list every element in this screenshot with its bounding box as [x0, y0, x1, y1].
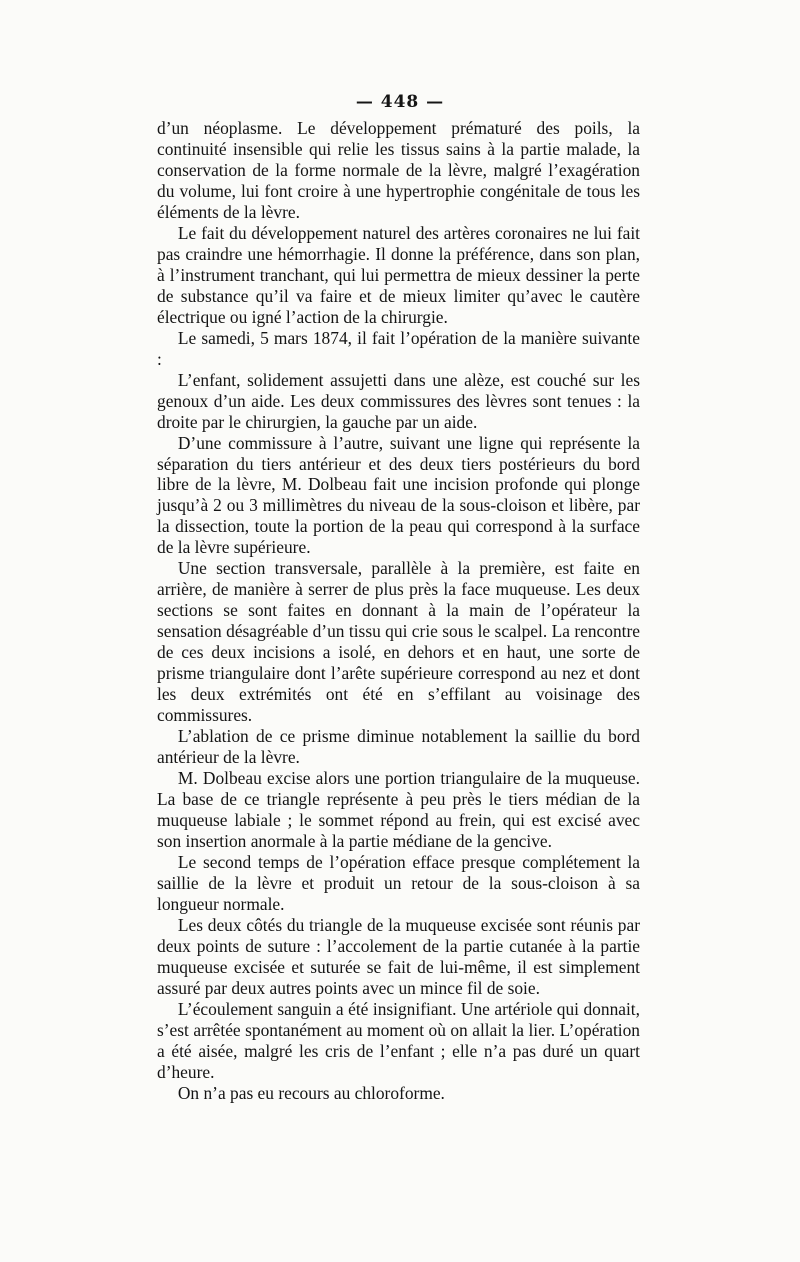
paragraph-11: L’écoulement sanguin a été insignifiant. Une artériole qui donnait, s’est arrêtée spontanément au moment où on allait la lier. L’opération a été aisée, malgré les cris de l’enfant ; elle n’a pas duré un quart d’heure.: [157, 998, 640, 1082]
paragraph-9: Le second temps de l’opération efface presque complétement la saillie de la lèvre et produit un retour de la sous-cloison à sa longueur normale.: [157, 851, 640, 914]
paragraph-7: L’ablation de ce prisme diminue notablement la saillie du bord antérieur de la lèvre.: [157, 726, 640, 768]
paragraph-5: D’une commissure à l’autre, suivant une ligne qui représente la séparation du tiers antérieur et des deux tiers postérieurs du bord libre de la lèvre, M. Dolbeau fait une incision profonde qui plonge jusqu’à 2 ou 3 millimètres du niveau de la sous-cloison et libère, par la dissection, toute la portion de la peau qui correspond à la surface de la lèvre supérieure.: [157, 432, 640, 558]
paragraph-1: d’un néoplasme. Le développement prématuré des poils, la continuité insensible qui relie les tissus sains à la partie malade, la conservation de la forme normale de la lèvre, malgré l’exagération du volume, lui font croire à une hypertrophie congénitale de tous les éléments de la lèvre.: [157, 118, 640, 222]
paragraph-3: Le samedi, 5 mars 1874, il fait l’opération de la manière suivante :: [157, 327, 640, 369]
paragraph-10: Les deux côtés du triangle de la muqueuse excisée sont réunis par deux points de suture : l’accolement de la partie cutanée à la partie muqueuse excisée et suturée se fait de lui-même, il est simplement assuré par deux autres points avec un mince fil de soie.: [157, 914, 640, 998]
paragraph-6: Une section transversale, parallèle à la première, est faite en arrière, de manière à serrer de plus près la face muqueuse. Les deux sections se sont faites en donnant à la main de l’opérateur la sensation désagréable d’un tissu qui crie sous le scalpel. La rencontre de ces deux incisions a isolé, en dehors et en haut, une sorte de prisme triangulaire dont l’arête supérieure correspond au nez et dont les deux extrémités ont été en s’effilant au voisinage des commissures.: [157, 558, 640, 726]
paragraph-8: M. Dolbeau excise alors une portion triangulaire de la muqueuse. La base de ce triangle représente à peu près le tiers médian de la muqueuse labiale ; le sommet répond au frein, qui est excisé avec son insertion anormale à la partie médiane de la gencive.: [157, 768, 640, 851]
page-number: — 448 —: [355, 92, 445, 112]
body-text: [157, 118, 640, 1104]
paragraph-12: On n’a pas eu recours au chloroforme.: [177, 1082, 445, 1103]
paragraph-2: Le fait du développement naturel des artères coronaires ne lui fait pas craindre une hémorrhagie. Il donne la préférence, dans son plan, à l’instrument tranchant, qui lui permettra de mieux dessiner la perte de substance qu’il va faire et de mieux limiter qu’avec le cautère électrique ou igné l’action de la chirurgie.: [157, 222, 640, 327]
paragraph-4: L’enfant, solidement assujetti dans une alèze, est couché sur les genoux d’un aide. Les deux commissures des lèvres sont tenues : la droite par le chirurgien, la gauche par un aide.: [157, 369, 640, 432]
